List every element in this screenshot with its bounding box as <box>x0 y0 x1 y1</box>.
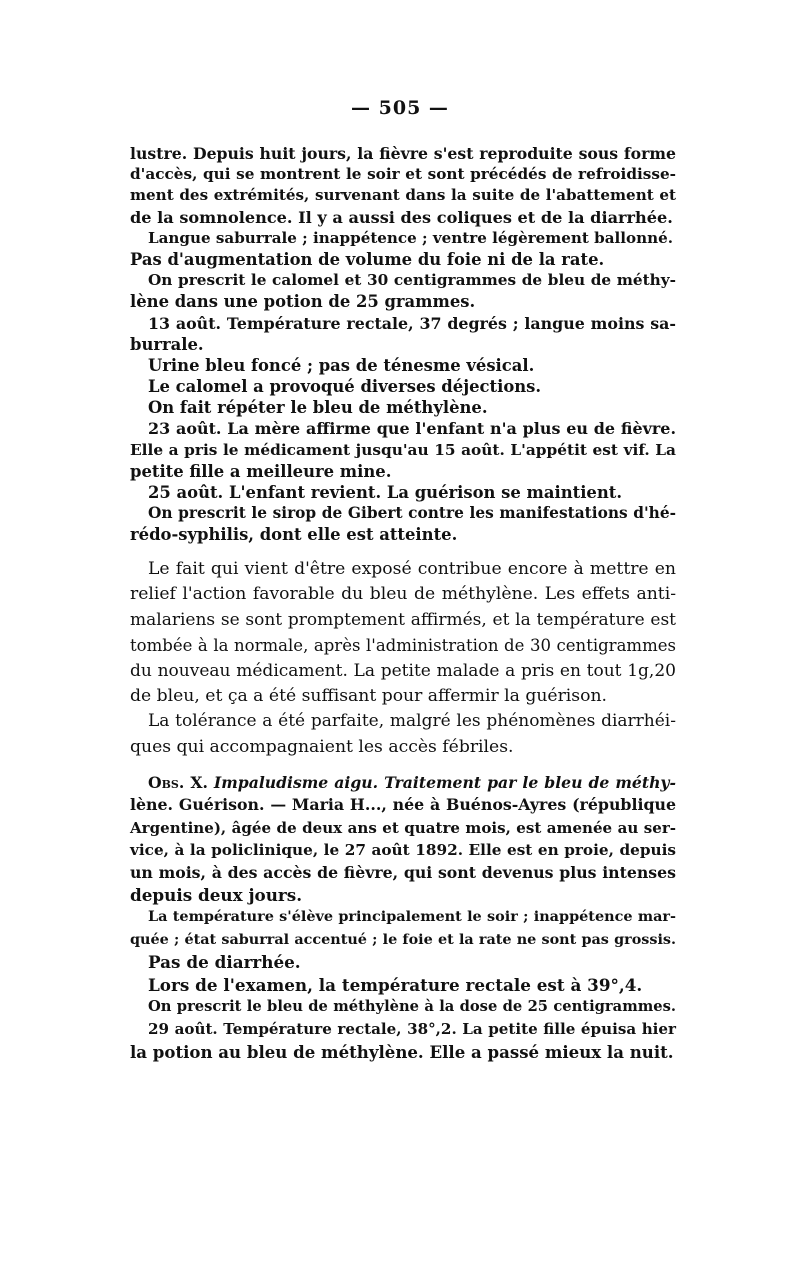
commentary-paragraph <box>130 557 676 760</box>
page-number: — 505 — <box>351 97 449 119</box>
text-line: lustre. Depuis huit jours, la fièvre s'est reproduite sous forme <box>130 144 676 163</box>
text-line: Pas de diarrhée. <box>148 952 301 973</box>
text-line: On fait répéter le bleu de méthylène. <box>148 398 488 418</box>
text-line: 29 août. Température rectale, 38°,2. La petite fille épuisa hier <box>148 1020 676 1039</box>
text-line: Lors de l'examen, la température rectale est à 39°,4. <box>148 974 643 995</box>
text-line: Le fait qui vient d'être exposé contribue encore à mettre en <box>148 559 676 579</box>
text-line: Argentine), âgée de deux ans et quatre mois, est amenée au ser- <box>130 818 676 837</box>
text-line: 13 août. Température rectale, 37 degrés ; langue moins sa- <box>148 313 676 333</box>
observation-title: Impaludisme aigu. Traitement par le bleu de méthy- <box>213 773 676 792</box>
text-line: Le calomel a provoqué diverses déjections. <box>148 377 542 397</box>
text-line: lène dans une potion de 25 grammes. <box>130 292 476 312</box>
text-line: rédo-syphilis, dont elle est atteinte. <box>130 525 458 545</box>
text-line: quée ; état saburral accentué ; le foie et la rate ne sont pas grossis. <box>130 931 676 948</box>
text-line: depuis deux jours. <box>130 884 303 905</box>
text-line: d'accès, qui se montrent le soir et sont précédés de refroidisse- <box>130 165 676 184</box>
text-line: ment des extrémités, survenant dans la suite de l'abattement et <box>130 186 676 205</box>
text-line: malariens se sont promptement affirmés, et la température est <box>130 609 676 630</box>
observation-number: Obs. X. <box>148 773 208 792</box>
text-line: 23 août. La mère affirme que l'enfant n'a plus eu de fièvre. <box>148 419 676 439</box>
text-line: On prescrit le sirop de Gibert contre les manifestations d'hé- <box>148 504 676 523</box>
text-line: de bleu, et ça a été suffisant pour affermir la guérison. <box>130 685 607 706</box>
text-line: Langue saburrale ; inappétence ; ventre légèrement ballonné. <box>148 228 673 247</box>
text-line: du nouveau médicament. La petite malade a pris en tout 1g,20 <box>130 660 676 681</box>
text-line: On prescrit le bleu de méthylène à la dose de 25 centigrammes. <box>148 997 676 1015</box>
text-line: Elle a pris le médicament jusqu'au 15 août. L'appétit est vif. La <box>130 440 676 459</box>
text-line: lène. Guérison. — Maria H..., née à Buénos-Ayres (république <box>130 795 676 815</box>
case-notes-paragraph <box>130 143 676 546</box>
text-line: La température s'élève principalement le soir ; inappétence mar- <box>148 908 676 926</box>
text-line: Pas d'augmentation de volume du foie ni de la rate. <box>130 249 605 269</box>
text-line: vice, à la policlinique, le 27 août 1892. Elle est en proie, depuis <box>130 841 676 860</box>
text-line: un mois, à des accès de fièvre, qui sont devenus plus intenses <box>130 862 676 882</box>
text-line: 25 août. L'enfant revient. La guérison se maintient. <box>148 483 623 502</box>
text-line: petite fille a meilleure mine. <box>130 461 392 481</box>
text-line: la potion au bleu de méthylène. Elle a passé mieux la nuit. <box>130 1041 674 1062</box>
text-line: tombée à la normale, après l'administration de 30 centigrammes <box>130 636 676 656</box>
observation-paragraph <box>130 772 676 1063</box>
text-line: burrale. <box>130 334 204 354</box>
text-line: relief l'action favorable du bleu de méthylène. Les effets anti- <box>130 584 676 605</box>
text-line: de la somnolence. Il y a aussi des coliques et de la diarrhée. <box>130 207 673 227</box>
text-line: Urine bleu foncé ; pas de ténesme vésical. <box>148 355 535 375</box>
text-line: ques qui accompagnaient les accès fébriles. <box>130 736 514 757</box>
text-line: On prescrit le calomel et 30 centigrammes de bleu de méthy- <box>148 271 676 290</box>
observation-heading <box>130 772 676 794</box>
text-line: La tolérance a été parfaite, malgré les phénomènes diarrhéi- <box>148 711 676 732</box>
